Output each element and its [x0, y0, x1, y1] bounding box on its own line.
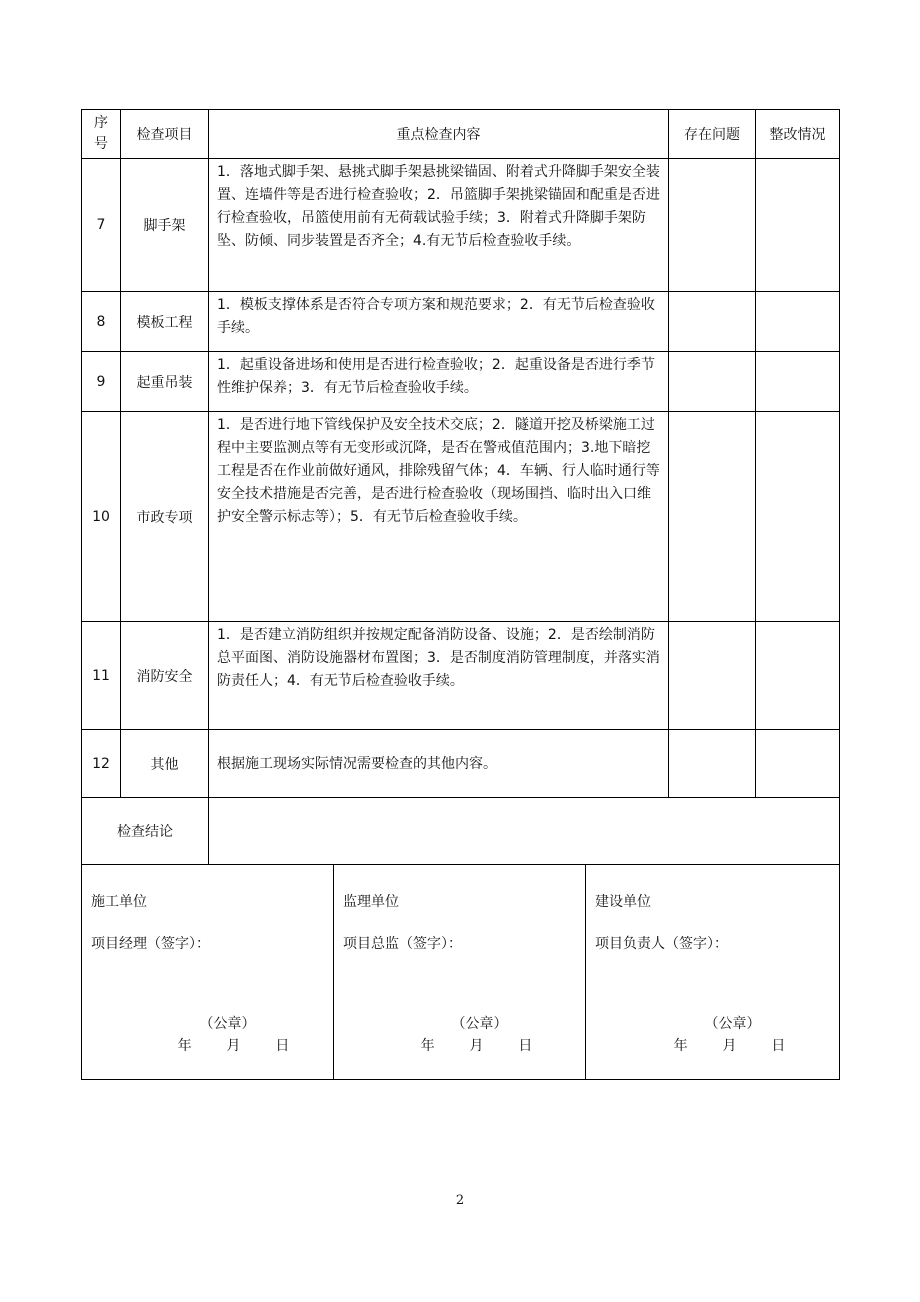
seal-label: （公章）	[704, 1016, 761, 1032]
header-rectification: 整改情况	[756, 110, 840, 159]
row-issues-cell[interactable]	[669, 730, 756, 798]
table-header-row	[82, 110, 840, 159]
row-number: 9	[82, 352, 121, 412]
signature-table	[81, 865, 840, 1080]
row-content: 1．是否进行地下管线保护及安全技术交底；2．隧道开挖及桥梁施工过程中主要监测点等有无变形或沉降，是否在警戒值范围内；3.地下暗挖工程是否在作业前做好通风，排除残留气体；4．车辆、行人临时通行等安全技术措施是否完善，是否进行检查验收（现场围挡、临时出入口维护安全警示标志等）；5．有无节后检查验收手续。	[209, 412, 669, 622]
signature-block-owner[interactable]	[586, 865, 840, 1080]
signature-block-contractor[interactable]	[82, 865, 334, 1080]
signature-row	[82, 865, 840, 1080]
row-issues-cell[interactable]	[669, 159, 756, 292]
signature-unit-label: 施工单位	[91, 894, 147, 910]
date-line	[334, 1035, 585, 1055]
row-rectification-cell[interactable]	[756, 730, 840, 798]
date-day: 日	[771, 1038, 786, 1054]
seal-label: （公章）	[451, 1016, 508, 1032]
row-rectification-cell[interactable]	[756, 412, 840, 622]
row-number: 7	[82, 159, 121, 292]
inspection-table	[81, 109, 840, 865]
inspection-form	[81, 109, 839, 1080]
conclusion-row	[82, 798, 840, 865]
signature-signer-label: 项目负责人（签字）：	[595, 936, 728, 952]
table-row	[82, 412, 840, 622]
row-issues-cell[interactable]	[669, 352, 756, 412]
table-row	[82, 159, 840, 292]
date-year: 年	[177, 1038, 192, 1054]
seal-label: （公章）	[199, 1016, 256, 1032]
table-row	[82, 352, 840, 412]
row-issues-cell[interactable]	[669, 292, 756, 352]
header-seq: 序 号	[82, 110, 121, 159]
row-number: 8	[82, 292, 121, 352]
date-month: 月	[226, 1038, 241, 1054]
row-content: 根据施工现场实际情况需要检查的其他内容。	[209, 730, 669, 798]
signature-block-supervisor[interactable]	[334, 865, 586, 1080]
row-issues-cell[interactable]	[669, 622, 756, 730]
conclusion-label: 检查结论	[82, 798, 209, 865]
table-row	[82, 730, 840, 798]
row-content: 1．是否建立消防组织并按规定配备消防设备、设施；2．是否绘制消防总平面图、消防设施器材布置图；3．是否制度消防管理制度，并落实消防责任人；4．有无节后检查验收手续。	[209, 622, 669, 730]
row-item: 消防安全	[121, 622, 209, 730]
date-month: 月	[722, 1038, 737, 1054]
date-line	[586, 1035, 839, 1055]
conclusion-field[interactable]	[209, 798, 840, 865]
row-rectification-cell[interactable]	[756, 159, 840, 292]
page-number: 2	[455, 1193, 465, 1208]
signature-signer-label: 项目经理（签字）：	[91, 936, 210, 952]
row-item: 市政专项	[121, 412, 209, 622]
row-content: 1．落地式脚手架、悬挑式脚手架悬挑梁锚固、附着式升降脚手架安全装置、连墙件等是否进行检查验收；2．吊篮脚手架挑梁锚固和配重是否进行检查验收，吊篮使用前有无荷载试验手续；3．附着式升降脚手架防坠、防倾、同步装置是否齐全；4.有无节后检查验收手续。	[209, 159, 669, 292]
row-content: 1．起重设备进场和使用是否进行检查验收；2．起重设备是否进行季节性维护保养；3．有无节后检查验收手续。	[209, 352, 669, 412]
row-number: 12	[82, 730, 121, 798]
row-item: 模板工程	[121, 292, 209, 352]
date-year: 年	[420, 1038, 435, 1054]
header-issues: 存在问题	[669, 110, 756, 159]
date-month: 月	[469, 1038, 484, 1054]
row-rectification-cell[interactable]	[756, 622, 840, 730]
row-item: 脚手架	[121, 159, 209, 292]
header-content: 重点检查内容	[209, 110, 669, 159]
signature-signer-label: 项目总监（签字）：	[343, 936, 462, 952]
date-line	[82, 1035, 333, 1055]
date-day: 日	[518, 1038, 533, 1054]
date-year: 年	[673, 1038, 688, 1054]
row-content: 1．模板支撑体系是否符合专项方案和规范要求；2．有无节后检查验收手续。	[209, 292, 669, 352]
date-day: 日	[275, 1038, 290, 1054]
table-row	[82, 622, 840, 730]
signature-unit-label: 监理单位	[343, 894, 399, 910]
table-row	[82, 292, 840, 352]
row-rectification-cell[interactable]	[756, 352, 840, 412]
row-issues-cell[interactable]	[669, 412, 756, 622]
header-item: 检查项目	[121, 110, 209, 159]
row-rectification-cell[interactable]	[756, 292, 840, 352]
row-number: 11	[82, 622, 121, 730]
row-item: 其他	[121, 730, 209, 798]
signature-unit-label: 建设单位	[595, 894, 651, 910]
row-number: 10	[82, 412, 121, 622]
row-item: 起重吊装	[121, 352, 209, 412]
